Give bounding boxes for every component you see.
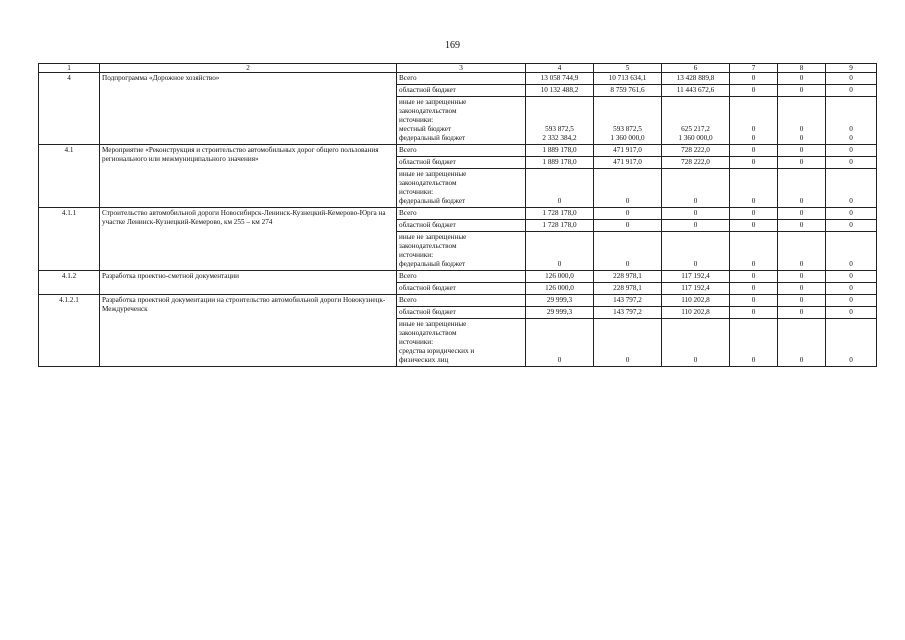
funding-source-cell	[397, 169, 526, 208]
header-cell: 2	[100, 64, 397, 73]
header-cell: 6	[662, 64, 730, 73]
amount-cell: 0	[826, 283, 877, 295]
amount-cell: 0	[826, 295, 877, 307]
amount-cell: 0	[730, 145, 778, 157]
funding-source-line: федеральный бюджет	[399, 197, 466, 205]
funding-source-line: федеральный бюджет	[399, 260, 466, 268]
amount-cell: 117 192,4	[662, 271, 730, 283]
amount-cell: 117 192,4	[662, 283, 730, 295]
amount-line: 0	[625, 356, 630, 364]
funding-source-cell: областной бюджет	[397, 283, 526, 295]
amount-cell	[594, 97, 662, 145]
amount-cell: 0	[730, 73, 778, 85]
amount-cell	[526, 169, 594, 208]
amount-cell: 0	[778, 208, 826, 220]
amount-cell: 0	[778, 145, 826, 157]
amount-line: 0	[849, 125, 853, 133]
amount-line: 2 332 384,2	[542, 134, 577, 142]
header-cell: 4	[526, 64, 594, 73]
amount-line: 0	[751, 134, 756, 142]
amount-line: 0	[849, 197, 853, 205]
table-row	[39, 73, 877, 85]
amount-cell: 0	[778, 295, 826, 307]
amount-cell: 228 978,1	[594, 271, 662, 283]
amount-cell: 0	[778, 271, 826, 283]
header-cell: 5	[594, 64, 662, 73]
amount-line: 0	[849, 356, 853, 364]
funding-source-line: источники:	[399, 188, 434, 196]
amount-line: 0	[693, 260, 698, 268]
amount-cell: 13 058 744,9	[526, 73, 594, 85]
funding-source-line: физических лиц	[399, 356, 449, 364]
amount-cell: 10 132 488,2	[526, 85, 594, 97]
amount-cell: 1 728 178,0	[526, 220, 594, 232]
item-code-cell: 4.1.1	[39, 208, 100, 271]
amount-cell: 143 797,2	[594, 307, 662, 319]
funding-source-line: источники:	[399, 251, 434, 259]
amount-cell: 0	[826, 271, 877, 283]
amount-cell: 0	[730, 208, 778, 220]
amount-line: 0	[751, 125, 756, 133]
item-name-cell: Строительство автомобильной дороги Новосибирск-Ленинск-Кузнецкий-Кемерово-Юрга на участке Ленинск-Кузнецкий-Кемерово, км 255 – км 274	[100, 208, 397, 271]
amount-line: 0	[751, 197, 756, 205]
funding-source-cell: областной бюджет	[397, 220, 526, 232]
item-name-cell: Мероприятие «Реконструкция и строительство автомобильных дорог общего пользования регионального или межмуниципального значения»	[100, 145, 397, 208]
amount-cell: 143 797,2	[594, 295, 662, 307]
funding-source-line: иные не запрещенные	[399, 233, 467, 241]
item-name-cell: Подпрограмма «Дорожное хозяйство»	[100, 73, 397, 145]
amount-cell: 471 917,0	[594, 145, 662, 157]
funding-source-line: источники:	[399, 338, 434, 346]
header-cell: 9	[826, 64, 877, 73]
amount-cell: 0	[778, 283, 826, 295]
amount-cell: 0	[826, 145, 877, 157]
item-code-cell: 4.1.2.1	[39, 295, 100, 367]
amount-cell: 0	[826, 208, 877, 220]
amount-line: 0	[799, 125, 804, 133]
amount-cell: 110 202,8	[662, 295, 730, 307]
amount-cell	[826, 97, 877, 145]
funding-source-line: законодательством	[399, 179, 457, 187]
table-row	[39, 208, 877, 220]
amount-cell	[594, 169, 662, 208]
amount-cell: 0	[662, 220, 730, 232]
header-cell: 8	[778, 64, 826, 73]
amount-cell	[826, 169, 877, 208]
header-cell: 3	[397, 64, 526, 73]
funding-source-cell	[397, 97, 526, 145]
amount-cell	[778, 97, 826, 145]
table-row	[39, 271, 877, 283]
funding-source-cell: областной бюджет	[397, 157, 526, 169]
amount-cell: 0	[778, 73, 826, 85]
funding-source-line: законодательством	[399, 329, 457, 337]
amount-line: 0	[799, 260, 804, 268]
amount-cell	[662, 97, 730, 145]
amount-cell: 0	[730, 307, 778, 319]
amount-line: 0	[557, 260, 562, 268]
funding-source-cell	[397, 232, 526, 271]
amount-cell: 0	[826, 307, 877, 319]
amount-cell	[778, 232, 826, 271]
amount-cell	[826, 319, 877, 367]
amount-cell	[526, 319, 594, 367]
item-code-cell: 4	[39, 73, 100, 145]
page-number: 169	[445, 40, 460, 51]
amount-cell: 10 713 634,1	[594, 73, 662, 85]
amount-line: 593 872,5	[545, 125, 574, 133]
funding-source-cell: Всего	[397, 295, 526, 307]
amount-line: 0	[557, 356, 562, 364]
amount-cell	[730, 232, 778, 271]
amount-cell: 471 917,0	[594, 157, 662, 169]
amount-line: 0	[751, 356, 756, 364]
amount-cell: 0	[730, 271, 778, 283]
amount-cell: 0	[730, 157, 778, 169]
amount-cell: 8 759 761,6	[594, 85, 662, 97]
amount-cell: 0	[826, 85, 877, 97]
amount-cell: 0	[826, 220, 877, 232]
header-cell: 1	[39, 64, 100, 73]
amount-cell: 0	[730, 220, 778, 232]
amount-line: 0	[557, 197, 562, 205]
amount-cell: 0	[662, 208, 730, 220]
amount-line: 625 217,2	[681, 125, 710, 133]
amount-line: 0	[693, 197, 698, 205]
amount-cell	[662, 232, 730, 271]
amount-cell: 126 000,0	[526, 283, 594, 295]
funding-source-cell: областной бюджет	[397, 307, 526, 319]
amount-cell: 728 222,0	[662, 157, 730, 169]
amount-cell	[730, 97, 778, 145]
table-row	[39, 145, 877, 157]
amount-line: 1 360 000,0	[678, 134, 713, 142]
table-body	[39, 64, 877, 367]
funding-source-cell: Всего	[397, 271, 526, 283]
amount-cell: 0	[730, 295, 778, 307]
amount-cell: 1 728 178,0	[526, 208, 594, 220]
amount-cell	[526, 232, 594, 271]
funding-source-line: местный бюджет	[399, 125, 452, 133]
item-name-cell: Разработка проектной документации на строительство автомобильной дороги Новокузнецк-Междуреченск	[100, 295, 397, 367]
funding-source-line: федеральный бюджет	[399, 134, 466, 142]
funding-source-cell: Всего	[397, 145, 526, 157]
funding-source-cell	[397, 319, 526, 367]
amount-cell	[778, 169, 826, 208]
amount-cell: 29 999,3	[526, 307, 594, 319]
funding-source-cell: Всего	[397, 73, 526, 85]
funding-source-line: иные не запрещенные	[399, 170, 467, 178]
header-row	[39, 64, 877, 73]
amount-line: 0	[799, 134, 804, 142]
funding-source-cell: областной бюджет	[397, 85, 526, 97]
amount-cell	[778, 319, 826, 367]
amount-cell: 0	[778, 85, 826, 97]
amount-cell: 0	[778, 307, 826, 319]
amount-cell: 1 889 178,0	[526, 157, 594, 169]
funding-source-line: источники:	[399, 116, 434, 124]
amount-line: 0	[625, 260, 630, 268]
amount-cell	[594, 232, 662, 271]
amount-cell: 228 978,1	[594, 283, 662, 295]
amount-line: 0	[799, 356, 804, 364]
amount-cell: 0	[594, 208, 662, 220]
amount-cell	[662, 319, 730, 367]
amount-cell	[730, 319, 778, 367]
table-row	[39, 295, 877, 307]
funding-source-line: иные не запрещенные	[399, 320, 467, 328]
amount-cell	[730, 169, 778, 208]
amount-cell: 0	[730, 85, 778, 97]
amount-cell: 728 222,0	[662, 145, 730, 157]
amount-cell: 11 443 672,6	[662, 85, 730, 97]
funding-source-line: законодательством	[399, 242, 457, 250]
amount-cell: 110 202,8	[662, 307, 730, 319]
amount-line: 0	[799, 197, 804, 205]
amount-cell: 29 999,3	[526, 295, 594, 307]
amount-cell	[662, 169, 730, 208]
amount-cell: 0	[778, 157, 826, 169]
amount-cell	[594, 319, 662, 367]
item-code-cell: 4.1	[39, 145, 100, 208]
amount-line: 0	[849, 260, 853, 268]
amount-line: 1 360 000,0	[610, 134, 645, 142]
amount-line: 0	[625, 197, 630, 205]
amount-line: 0	[751, 260, 756, 268]
amount-cell: 13 428 889,8	[662, 73, 730, 85]
item-name-cell: Разработка проектно-сметной документации	[100, 271, 397, 295]
funding-source-line: законодательством	[399, 107, 457, 115]
funding-source-cell: Всего	[397, 208, 526, 220]
amount-cell: 0	[826, 157, 877, 169]
funding-source-line: иные не запрещенные	[399, 98, 467, 106]
header-cell: 7	[730, 64, 778, 73]
funding-source-line: средства юридических и	[399, 347, 475, 355]
amount-cell: 0	[826, 73, 877, 85]
item-code-cell: 4.1.2	[39, 271, 100, 295]
amount-line: 0	[849, 134, 853, 142]
amount-cell: 0	[594, 220, 662, 232]
amount-cell: 1 889 178,0	[526, 145, 594, 157]
amount-cell	[826, 232, 877, 271]
amount-cell: 0	[730, 283, 778, 295]
amount-cell: 0	[778, 220, 826, 232]
amount-cell	[526, 97, 594, 145]
amount-cell: 126 000,0	[526, 271, 594, 283]
amount-line: 0	[693, 356, 698, 364]
amount-line: 593 872,5	[613, 125, 642, 133]
budget-table	[38, 63, 877, 367]
